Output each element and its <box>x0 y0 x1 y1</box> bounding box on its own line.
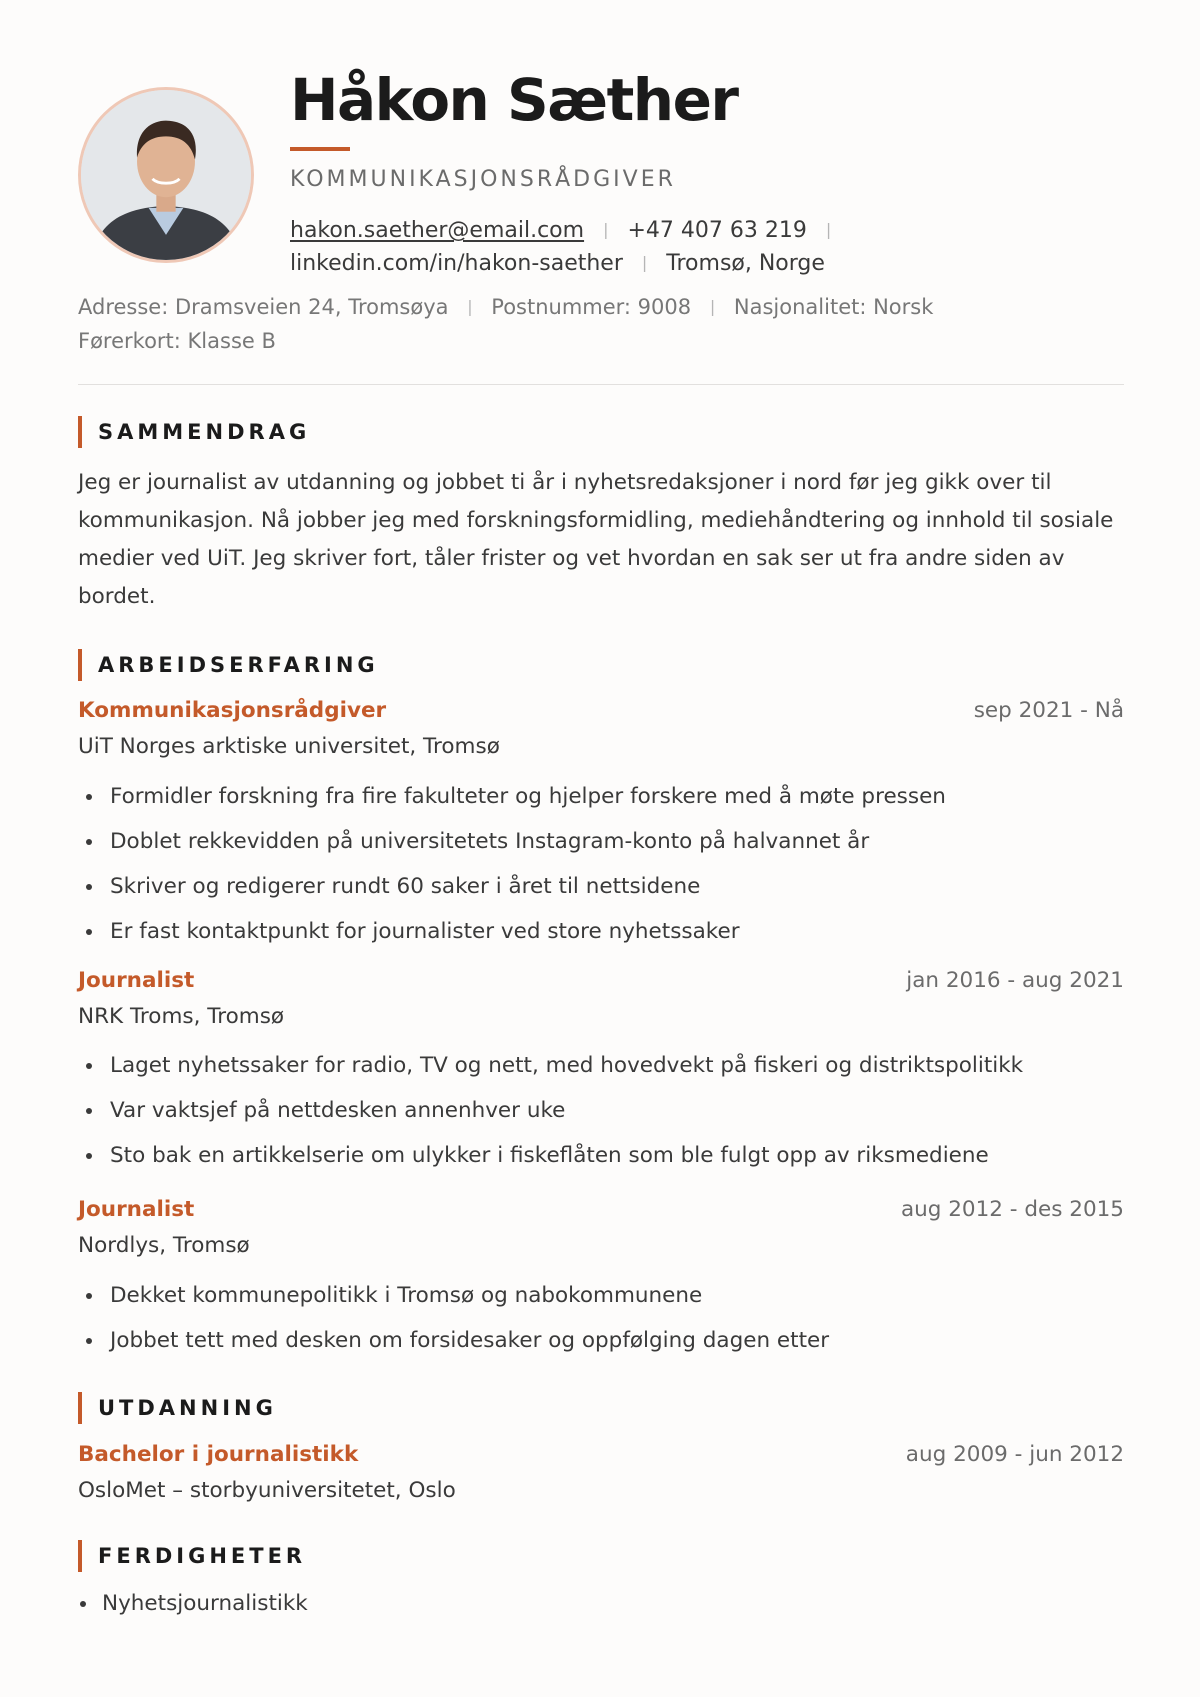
job-org-1: UiT Norges arktiske universitet, Tromsø <box>78 734 500 759</box>
separator: | <box>825 220 832 239</box>
portrait-icon <box>81 90 251 260</box>
list-item: Er fast kontaktpunkt for journalister ved store nyhetssaker <box>78 909 1128 954</box>
section-heading-education: UTDANNING <box>78 1392 277 1424</box>
job-org-2: NRK Troms, Tromsø <box>78 1004 285 1029</box>
job-title-1: Kommunikasjonsrådgiver <box>78 698 387 723</box>
list-item: Skriver og redigerer rundt 60 saker i året til nettsidene <box>78 864 1128 909</box>
location: Tromsø, Norge <box>666 251 825 276</box>
job-dates-2: jan 2016 - aug 2021 <box>906 968 1124 993</box>
separator: | <box>641 253 648 272</box>
candidate-name: Håkon Sæther <box>290 66 738 134</box>
list-item: Sto bak en artikkelserie om ulykker i fiskeflåten som ble fulgt opp av riksmediene <box>78 1133 1128 1178</box>
list-item: Dekket kommunepolitikk i Tromsø og nabokommunene <box>78 1273 1128 1318</box>
list-item: Laget nyhetssaker for radio, TV og nett, med hovedvekt på fiskeri og distriktspolitikk <box>78 1043 1128 1088</box>
job-title: KOMMUNIKASJONSRÅDGIVER <box>290 167 676 192</box>
section-heading-skills: FERDIGHETER <box>78 1540 306 1572</box>
linkedin-url: linkedin.com/in/hakon-saether <box>290 251 623 276</box>
email-link[interactable]: hakon.saether@email.com <box>290 218 585 243</box>
name-underline <box>290 147 350 151</box>
header-divider <box>78 384 1124 385</box>
section-heading-experience: ARBEIDSERFARING <box>78 649 379 681</box>
job-bullets-2 <box>78 1043 1128 1178</box>
summary-text: Jeg er journalist av utdanning og jobbet ti år i nyhetsredaksjoner i nord før jeg gikk over til kommunikasjon. Nå jobber jeg med forskningsformidling, mediehåndtering og innhold til sosiale medier ved UiT. Jeg skriver fort, tåler frister og vet hvordan en sak ser ut fra andre siden av bordet. <box>78 470 1114 609</box>
list-item: Nyhetsjournalistikk <box>78 1581 1128 1626</box>
degree-dates: aug 2009 - jun 2012 <box>905 1442 1124 1467</box>
degree-title: Bachelor i journalistikk <box>78 1442 359 1467</box>
list-item: Var vaktsjef på nettdesken annenhver uke <box>78 1088 1128 1133</box>
address: Adresse: Dramsveien 24, Tromsøya <box>78 295 449 319</box>
drivers-license: Førerkort: Klasse B <box>78 329 276 353</box>
job-dates-1: sep 2021 - Nå <box>973 698 1124 723</box>
contact-row-2 <box>290 251 825 276</box>
phone-number: +47 407 63 219 <box>627 218 807 243</box>
profile-photo <box>78 87 254 263</box>
list-item: Jobbet tett med desken om forsidesaker og oppfølging dagen etter <box>78 1318 1128 1363</box>
separator: | <box>603 220 609 239</box>
meta-row-1 <box>78 295 933 319</box>
job-org-3: Nordlys, Tromsø <box>78 1233 250 1258</box>
job-title-2: Journalist <box>78 968 195 993</box>
job-title-3: Journalist <box>78 1197 195 1222</box>
meta-row-2 <box>78 329 276 353</box>
contact-row-1 <box>290 218 843 243</box>
list-item: Formidler forskning fra fire fakulteter og hjelper forskere med å møte pressen <box>78 774 1128 819</box>
job-dates-3: aug 2012 - des 2015 <box>900 1197 1124 1222</box>
job-bullets-1 <box>78 774 1128 954</box>
postal-code: Postnummer: 9008 <box>491 295 692 319</box>
section-heading-summary: SAMMENDRAG <box>78 416 310 448</box>
separator: | <box>709 297 716 316</box>
separator: | <box>467 297 473 316</box>
nationality: Nasjonalitet: Norsk <box>733 295 934 319</box>
job-bullets-3 <box>78 1273 1128 1363</box>
skills-list <box>78 1581 1128 1626</box>
school-name: OsloMet – storbyuniversitetet, Oslo <box>78 1478 456 1503</box>
list-item: Doblet rekkevidden på universitetets Instagram-konto på halvannet år <box>78 819 1128 864</box>
